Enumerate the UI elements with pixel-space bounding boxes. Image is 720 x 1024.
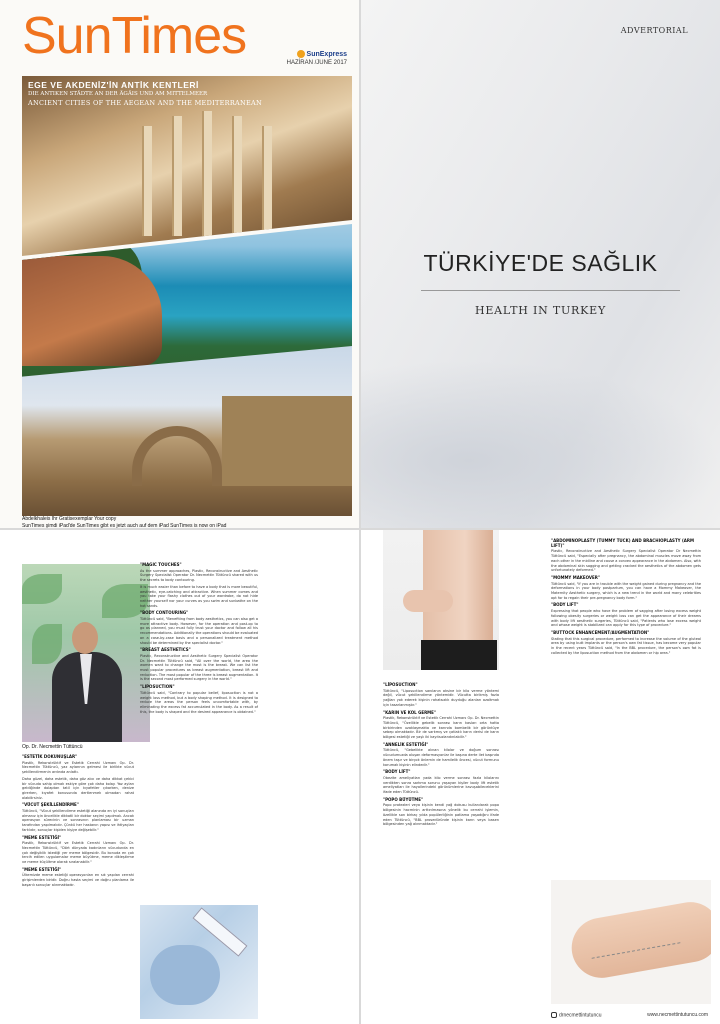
section-heading: "LIPOSUCTION": [140, 684, 175, 690]
body-paragraph: Tüttüncü said, "Benefiting from body aesthetics, you can also get a more attractive body. However, for the operation and post-op to go as planned, you must fully trust your doctor and follow all his recommendations. Additionally the operations should be evaluated on a case-by-case basis and a personalized treatment method should be determined by the specialist doctor.": [140, 617, 258, 645]
section-heading: "MAGIC TOUCHES": [140, 562, 182, 567]
waist-photo: [383, 530, 499, 670]
cover-caption: [22, 516, 226, 528]
column-bl-right: [140, 560, 258, 900]
leaf-shape: [32, 624, 62, 664]
pants-shape: [421, 640, 497, 670]
background-haze: [361, 360, 720, 528]
section-heading: "MOMMY MAKEOVER": [551, 574, 600, 580]
body-paragraph: Tüttüncü, "Liposuction sanılanın aksine bir kilo verme yöntemi değil, vücut şekillendirme yöntemidir. Vücutta birikmiş fazla yağları yok ederek kişinin rahatsızlık duyduğu alanları azaltmak için tasarlanmıştır.": [383, 688, 499, 707]
hand-shape: [403, 590, 453, 612]
body-paragraph: Tüttüncü said, "Contrary to popular belief, liposuction is not a weight loss method, but a body shaping method. It is designed to reduce the areas the person feels uncomfortable with, by eliminating the excess fat accumulated in the body. As a result of this, the body is shaped and the desired appearance is obtained.": [140, 690, 258, 714]
arm-photo: [551, 880, 711, 1004]
body-paragraph: Popo protezleri veya kişinin kendi yağ dokusu kullanılarak popo bölgesinin hacminin arttırılmasına yönelik bu cerrahi işlemin, özellikle son birkaç yılda popülerliğinin patlama yaşadığını ifade eden Tüttüncü, "BBL prosedüründe kişinin karın veya basen bölgesinden yağ alınmaktadır.": [383, 803, 499, 827]
section-heading: "BODY LIFT": [551, 602, 579, 608]
wall-shape: [222, 396, 352, 486]
body-paragraph: Daha güzel, daha estetik, daha göz alıcı ve daha dikkat çekici bir vücuda sahip olmak eskiye göre çok daha kolay. Yaz ayları geldiğinde dolaptan tatil için kıyafetler çıkarken, denize girerken, kıyafet konusunda dertlenmek olmadan rahat olabilirsiniz.: [22, 776, 134, 800]
leaf-shape: [22, 574, 62, 604]
section-heading: "BODY LİFT": [383, 769, 411, 775]
section-heading: "LİPOSUCTION": [383, 682, 418, 687]
section-heading: "KARIN VE KOL GERME": [383, 709, 436, 715]
body-paragraph: Plastik, Rekonstrüktif ve Estetik Cerrahi Uzmanı Op. Dr. Necmettin Tüttüncü, "Özellikle gebelik sonrası karın kasları orta hatta birbirinden uzaklaşmakta ve karında bombelik bir görüntüye sebep olmaktadır. Bir de sarkmış ve çatlaklı karın derisi de karın bölgesi estetiği ve yaşlı iki kayıtsızlandırılabilir.": [383, 716, 499, 740]
syringe-photo: [140, 905, 258, 1019]
body-paragraph: Plastik, Rekonstrüktif ve Estetik Cerrahi Uzmanı Op. Dr. Necmettin Tüttüncü, "Dört dünyada kadınların vücudunda en çok değişiklik istediği yer meme bölgesidir. Bu konuda en çok tercih edilen uygulamalar meme büyütme, meme dikleştirme ve meme küçültme olarak sıralanabilir.": [22, 841, 134, 865]
body-paragraph: Tüttüncü, "Gebelikte alınan kilolar ve doğum sonrası vücudumuzda oluşan deformasyonlar ile başına derte ilet başında önem taşır ve birçok önlemin de hamilelik öncesi, vücut formunu korumak kişinin elindedir.": [383, 748, 499, 767]
body-paragraph: Tüttüncü, "Vücut şekillendirme estetiği alanında en iyi sonuçları almanız için öncelikle dikkatli bir doktor seçimi yapılmalı. Ancak operasyon sürecinin ve sonrasının planlaması bir uzman tarafından yapılmalıdır. Çünkü her hastanın yapısı ve ihtiyaçları farklıdır, sonuçlar kişiden kişiye değişebilir.": [22, 809, 134, 832]
body-paragraph: Tüttüncü said, "If you are in trouble with the weight gained during pregnancy and the deformations in your body postpartum, you can have a Mommy Makeover, the Maternity Aesthetic surgery, which is a new trend in the world and many celebrities opt for to regain their pre-pregnancy body form.": [551, 581, 701, 600]
cover-page: [0, 0, 359, 528]
column-br-right: [551, 536, 701, 876]
column-shape: [262, 126, 272, 236]
column-shape: [202, 111, 212, 236]
section-heading: "ESTETİK DOKUNUŞLAR": [22, 754, 78, 759]
body-paragraph: Ülkemizde meme estetiği operasyonları en sık yapılan cerrahi girişimlerden biridir. Doğru hasta seçimi ve doğru planlama ile başarılı sonuçlar alınmaktadır.: [22, 873, 134, 887]
section-heading: "ABDOMINOPLASTY (TUMMY TUCK) AND BRACHIOPLASTY (ARM LIFT)": [551, 538, 694, 548]
body-paragraph: As the summer approaches, Plastic, Reconstructive and Aesthetic Surgery Specialist Operator Dr. Necmettin Tüttüncü shared with us the secrets to body contouring.: [140, 568, 258, 583]
issue-date: HAZİRAN /JUNE 2017: [286, 60, 347, 66]
body-paragraph: Plastik, Rekonstrüktif ve Estetik Cerrahi Uzmanı Op. Dr. Necmettin Tüttüncü, yaz aylarının gelmesi ile birlikte vücut şekillendirmenin ardında anlattı.: [22, 760, 134, 775]
caption-line-2: SunTimes şimdi iPad'de SunTimes gibt es jetzt auch auf dem iPad SunTimes is now on iPad: [22, 523, 227, 528]
photo-collage: [22, 76, 352, 516]
article-page-left: [0, 530, 359, 1024]
caption-line-1: Abdelkhaleis Ihr Gratisexemplar Your copy: [22, 516, 117, 522]
body-paragraph: Obezite ameliyatları yada kilo verme sonrası fazla kilolarını verdikten sonra sarkma sorunu yaşayan kişiler body lift estetik ameliyatları ile hayallerindeki görünümlerine kavuşabileceklerini ifade eden Tüttüncü.: [383, 775, 499, 795]
glove-shape: [150, 945, 220, 1005]
airline-logo: [287, 50, 347, 58]
title-tr: EGE VE AKDENİZ'İN ANTİK KENTLERİ: [28, 80, 199, 90]
website-link[interactable]: www.necmettintutuncu.com: [647, 1012, 708, 1018]
cliff-shape: [22, 256, 162, 366]
title-de: DIE ANTIKEN STÄDTE AN DER ÄGÄIS UND AM MITTELMEER: [28, 91, 208, 97]
airline-name: SunExpress: [306, 50, 347, 58]
section-heading: "VÜCUT ŞEKİLLENDİRME": [22, 802, 79, 808]
arch-shape: [132, 426, 222, 486]
section-heading: "MEME ESTETİĞİ": [22, 866, 62, 872]
column-shape: [142, 126, 152, 236]
column-shape: [172, 116, 182, 236]
body-paragraph: Plastic, Reconstructive and Aesthetic Surgery Specialist Operator Dr. Necmettin Tüttüncü said, "All over the world, the area the women want to change the most is the breast. We can list the most popular procedures as breast augmentation, breast lift and reduction. The most popular of the three is breast augmentation. It is the second most performed surgery in the world.": [140, 653, 258, 682]
article-page-right: [361, 530, 720, 1024]
headline-divider: [421, 290, 680, 291]
section-heading: "BREAST AESTHETICS": [140, 647, 191, 653]
advertorial-label: ADVERTORIAL: [620, 26, 688, 35]
column-bl-left: [22, 752, 134, 1018]
advertorial-opener-page: [361, 0, 720, 528]
instagram-handle: [551, 1012, 602, 1018]
section-heading: "POPO BÜYÜTME": [383, 796, 424, 802]
section-heading: "ANNELİK ESTETİĞİ": [383, 741, 429, 747]
arm-shape: [567, 897, 711, 982]
sub-headline: HEALTH IN TURKEY: [474, 304, 607, 317]
sun-icon: [297, 50, 305, 58]
section-heading: "MEME ESTETİĞİ": [22, 834, 62, 840]
body-paragraph: It is much easier than before to have a body that is more beautiful, aesthetic, eye-catching and attractive. When summer comes and you take your flashy clothes out of your wardrobe, do not hide neither yourself nor your curves as you swim and sunbathe on the hot sands.: [140, 584, 258, 608]
masthead-logo: SunTimes: [22, 7, 247, 65]
head-shape: [72, 622, 98, 654]
airline-branding: [287, 50, 347, 66]
body-paragraph: Expressing that people who have the problem of sagging after losing excess weight following obesity surgeries or weight loss can get the appearance of their dreams with body lift aesthetic surgeries, Tüttüncü said, "Patients who lose excess weight and whose weight is stabilized can apply for this type of procedure.": [551, 609, 701, 628]
body-paragraph: Plastic, Reconstructive and Aesthetic Surgery Specialist Operator Dr Necmettin Tüttüncü said, "Especially after pregnancy, the abdominal muscles move away from each other in the midline and cause a convex appearance in the abdomen. Also, with the abdominal skin sagging and getting cracked the aesthetics of the abdomen gets unfortunately deformed.": [551, 549, 701, 573]
doctor-portrait-photo: [22, 564, 150, 742]
instagram-text[interactable]: drnecmettintutuncu: [559, 1012, 602, 1018]
section-heading: "BUTTOCK ENHANCEMENT/AUGMENTATION": [551, 629, 650, 635]
body-paragraph: Stating that this surgical procedure, performed to increase the volume of the gluteal area by using butt implants or the person's own fat tissue, has become very popular in the recent years Tüttüncü said, "In the BBL procedure, the person's own fat is collected by the liposuction method from the abdomen or hip area.": [551, 636, 701, 655]
title-en: ANCIENT CITIES OF THE AEGEAN AND THE MEDITERRANEAN: [28, 99, 263, 107]
column-shape: [232, 116, 242, 236]
instagram-icon: [551, 1012, 557, 1018]
section-heading: "BODY CONTOURING": [140, 610, 189, 616]
column-br-left: [383, 680, 499, 1010]
collage-title: [28, 80, 262, 107]
portrait-caption: Op. Dr. Necmettin Tüttüncü: [22, 744, 83, 750]
main-headline: TÜRKİYE'DE SAĞLIK: [423, 250, 658, 276]
